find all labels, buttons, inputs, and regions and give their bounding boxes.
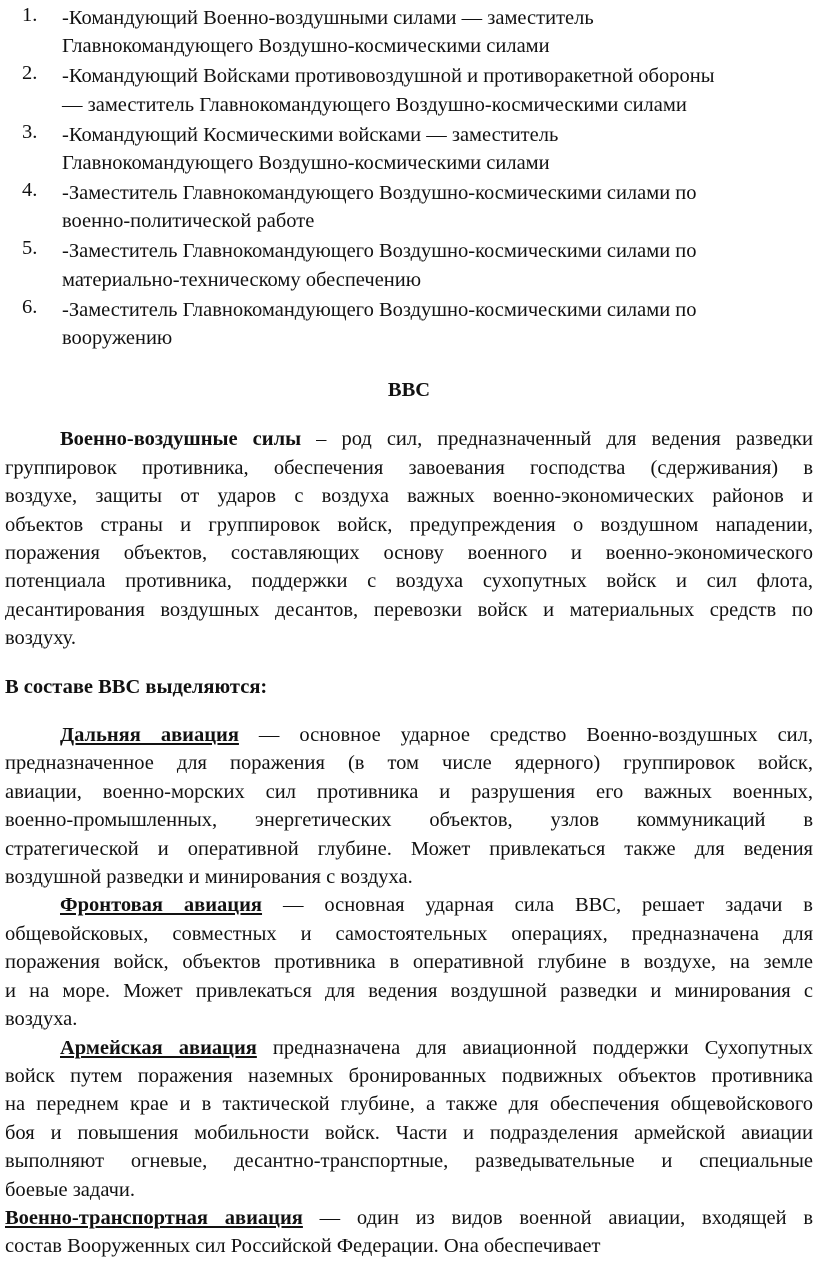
paragraph-term: Дальняя авиация bbox=[60, 724, 239, 747]
paragraph-line: боя и повышения мобильности войск. Части и подразделения армейской авиации bbox=[5, 1121, 813, 1144]
paragraph-text: – род сил, предназначенный для ведения разведки bbox=[301, 428, 814, 451]
intro-paragraph bbox=[5, 425, 813, 652]
paragraph-line: авиации, военно-морских сил противника и разрушения его важных военных, bbox=[5, 780, 813, 803]
paragraph-line: боевые задачи. bbox=[5, 1178, 136, 1201]
paragraph-line: воздухе, защиты от ударов с воздуха важных военно-экономических районов и bbox=[5, 485, 813, 508]
list-item-line: -Заместитель Главнокомандующего Воздушно-космическими силами по bbox=[62, 181, 697, 204]
list-item bbox=[5, 4, 813, 61]
paragraph-term: Армейская авиация bbox=[60, 1036, 257, 1059]
list-item bbox=[5, 179, 813, 236]
list-item-line: материально-техническому обеспечению bbox=[62, 268, 422, 291]
paragraph-line: воздуху. bbox=[5, 627, 76, 650]
list-item-line: Главнокомандующего Воздушно-космическими силами bbox=[62, 35, 550, 58]
list-number: 6. bbox=[22, 295, 38, 318]
paragraph-first-line bbox=[5, 891, 813, 919]
paragraph-text: — основное ударное средство Военно-воздушных сил, bbox=[238, 724, 813, 747]
paragraph-line: войск путем поражения наземных бронированных подвижных объектов противника bbox=[5, 1064, 813, 1087]
list-item-line: -Командующий Космическими войсками — заместитель bbox=[62, 123, 559, 146]
paragraph-line: военно-промышленных, энергетических объектов, узлов коммуникаций в bbox=[5, 809, 813, 832]
list-item-line: -Командующий Войсками противовоздушной и противоракетной обороны bbox=[62, 65, 715, 88]
paragraph-term: Военно-воздушные силы bbox=[60, 428, 302, 451]
paragraph-line: воздушной разведки и минирования с воздуха. bbox=[5, 866, 413, 889]
aviation-section bbox=[5, 1204, 813, 1261]
paragraph-text: предназначена для авиационной поддержки Сухопутных bbox=[256, 1036, 813, 1059]
list-item-line: Главнокомандующего Воздушно-космическими силами bbox=[62, 152, 550, 175]
paragraph-line: потенциала противника, поддержки с воздуха сухопутных войск и сил флота, bbox=[5, 570, 813, 593]
list-number: 1. bbox=[22, 4, 38, 26]
section-heading: ВВС bbox=[387, 379, 431, 402]
list-item bbox=[5, 237, 813, 294]
aviation-sections bbox=[5, 721, 813, 1261]
paragraph-line: стратегической и оперативной глубине. Может привлекаться также для ведения bbox=[5, 837, 813, 860]
paragraph-first-line bbox=[5, 425, 813, 453]
paragraph-line: состав Вооруженных сил Российской Федерации. Она обеспечивает bbox=[5, 1235, 601, 1258]
subheading: В составе ВВС выделяются: bbox=[5, 675, 268, 698]
list-number: 2. bbox=[22, 62, 38, 85]
list-item-line: -Командующий Военно-воздушными силами — заместитель bbox=[62, 7, 594, 29]
paragraph-term: Фронтовая авиация bbox=[60, 894, 263, 917]
list-item-line: -Заместитель Главнокомандующего Воздушно-космическими силами по bbox=[62, 240, 697, 263]
paragraph-line: предназначенное для поражения (в том числе ядерного) группировок войск, bbox=[5, 752, 813, 775]
paragraph-line: на переднем крае и в тактической глубине, а также для обеспечения общевойскового bbox=[5, 1093, 813, 1116]
paragraph-first-line bbox=[5, 721, 813, 749]
list-item-line: военно-политической работе bbox=[62, 210, 315, 233]
aviation-section bbox=[5, 1034, 813, 1204]
list-number: 4. bbox=[22, 178, 38, 201]
list-number: 5. bbox=[22, 237, 38, 260]
paragraph-first-line bbox=[5, 1204, 813, 1232]
list-item-line: — заместитель Главнокомандующего Воздушно-космическими силами bbox=[62, 93, 687, 116]
list-item bbox=[5, 121, 813, 178]
list-item bbox=[5, 62, 813, 119]
aviation-section bbox=[5, 721, 813, 891]
document-page bbox=[5, 4, 813, 1261]
paragraph-line: поражения войск, объектов противника в оперативной глубине в воздухе, на земле bbox=[5, 951, 813, 974]
paragraph-line: общевойсковых, совместных и самостоятельных операциях, предназначена для bbox=[5, 922, 813, 945]
paragraph-term: Военно-транспортная авиация bbox=[5, 1206, 303, 1229]
list-item bbox=[5, 296, 813, 353]
aviation-section bbox=[5, 891, 813, 1033]
paragraph-text: — основная ударная сила ВВС, решает задачи в bbox=[262, 894, 813, 917]
paragraph-line: десантирования воздушных десантов, перевозки войск и материальных средств по bbox=[5, 598, 813, 621]
list-item-line: -Заместитель Главнокомандующего Воздушно-космическими силами по bbox=[62, 298, 697, 321]
paragraph-line: воздуха. bbox=[5, 1008, 78, 1031]
paragraph-line: объектов страны и группировок войск, предупреждения о воздушном нападении, bbox=[5, 513, 813, 536]
paragraph-first-line bbox=[5, 1034, 813, 1062]
paragraph-text: — один из видов военной авиации, входящей в bbox=[302, 1206, 813, 1229]
list-item-line: вооружению bbox=[62, 326, 173, 349]
commanders-list bbox=[5, 4, 813, 352]
paragraph-line: и на море. Может привлекаться для ведения воздушной разведки и минирования с bbox=[5, 979, 813, 1002]
list-number: 3. bbox=[22, 120, 38, 143]
paragraph-line: выполняют огневые, десантно-транспортные, разведывательные и специальные bbox=[5, 1150, 813, 1173]
paragraph-line: группировок противника, обеспечения завоевания господства (сдерживания) в bbox=[5, 456, 813, 479]
paragraph-line: поражения объектов, составляющих основу военного и военно-экономического bbox=[5, 542, 813, 564]
